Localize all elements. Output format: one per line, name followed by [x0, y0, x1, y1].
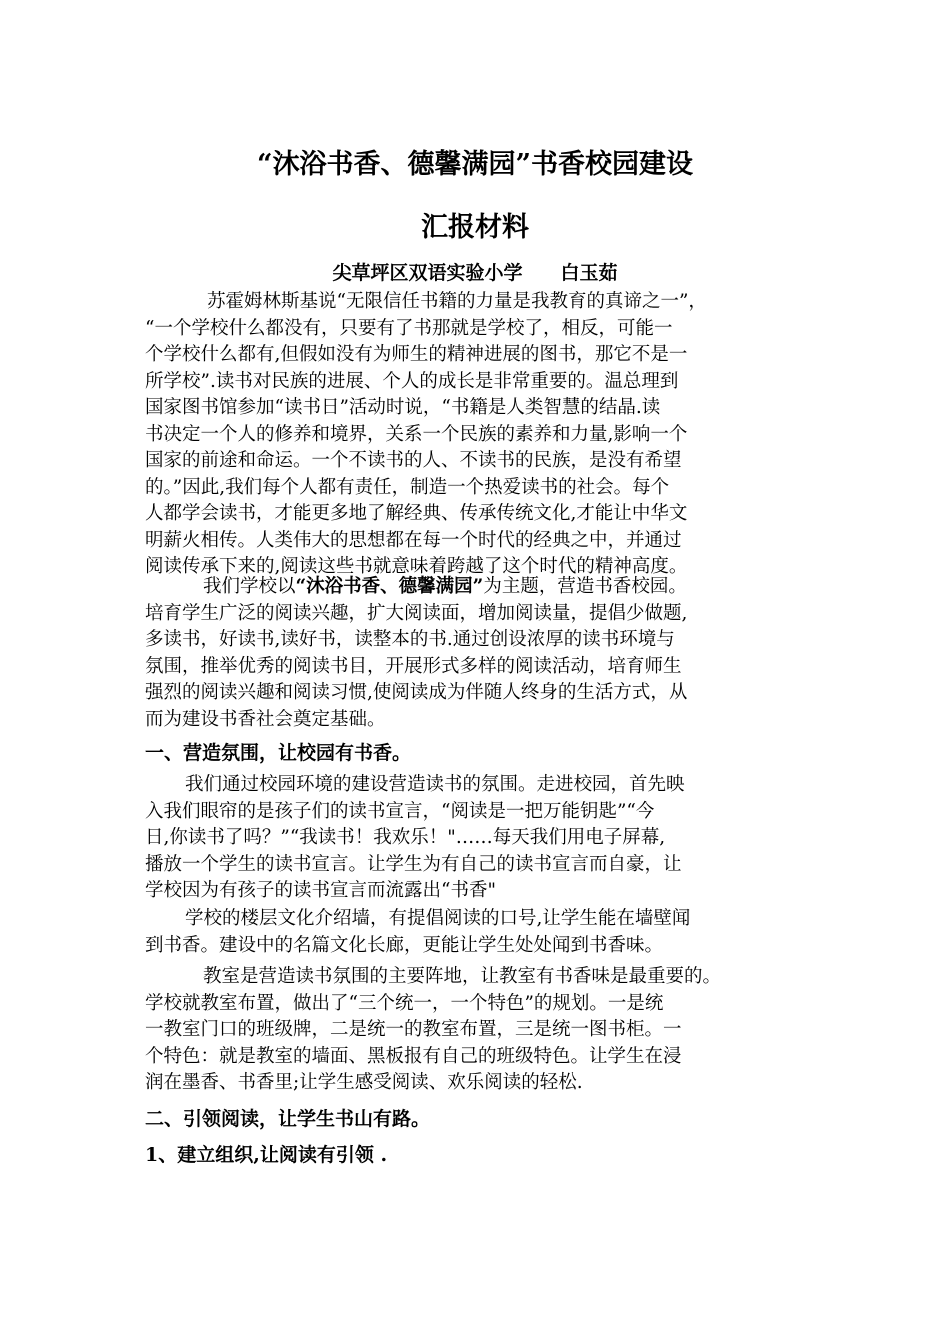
paragraph-line: 培育学生广泛的阅读兴趣，扩大阅读面，增加阅读量，提倡少做题, [145, 602, 688, 624]
paragraph-5 [145, 964, 815, 1097]
paragraph-line: 润在墨香、书香里;让学生感受阅读、欢乐阅读的轻松. [145, 1072, 583, 1093]
paragraph-line: 个学校什么都有,但假如没有为师生的精神进展的图书，那它不是一 [145, 344, 688, 365]
paragraph-line: 国家的前途和命运。一个不读书的人、不读书的民族，是没有希望 [145, 450, 682, 471]
document-title-line1: “沐浴书香、德馨满园”书香校园建设 [256, 149, 694, 180]
paragraph-line: 国家图书馆参加“读书日”活动时说，“书籍是人类智慧的结晶.读 [145, 397, 661, 418]
section-heading-3: 1、建立组织,让阅读有引领 . [145, 1144, 388, 1166]
paragraph-line: 强烈的阅读兴趣和阅读习惯,使阅读成为伴随人终身的生活方式，从 [145, 682, 688, 703]
paragraph-line: 到书香。建设中的名篇文化长廊，更能让学生处处闻到书香味。 [145, 934, 664, 956]
paragraph-4 [145, 906, 815, 959]
document-title-line2: 汇报材料 [421, 212, 529, 243]
paragraph-line: 氛围，推举优秀的阅读书目，开展形式多样的阅读活动，培育师生 [145, 655, 682, 677]
paragraph-line: 阅读传承下来的,阅读这些书就意味着跨越了这个时代的精神高度。 [145, 556, 688, 577]
p2-theme: “沐浴书香、德馨满园” [295, 576, 484, 597]
author-school: 尖草坪区双语实验小学 [332, 262, 523, 284]
paragraph-line: 我们通过校园环境的建设营造读书的氛围。走进校园，首先映 [185, 774, 685, 795]
paragraph-line: 入我们眼帘的是孩子们的读书宣言，“阅读是一把万能钥匙”“今 [145, 800, 655, 822]
paragraph-line: 个特色：就是教室的墙面、黑板报有自己的班级特色。让学生在浸 [145, 1045, 682, 1067]
author-line [0, 258, 950, 285]
paragraph-line: 学校因为有孩子的读书宣言而流露出“书香" [145, 880, 496, 901]
p2-suffix: 为主题，营造书香校园。 [483, 576, 687, 597]
paragraph-line: 播放一个学生的读书宣言。让学生为有自己的读书宣言而自豪，让 [145, 853, 682, 875]
paragraph-line: 日,你读书了吗？”“我读书！我欢乐！"……每天我们用电子屏幕, [145, 827, 666, 848]
paragraph-2 [145, 574, 815, 733]
p2-prefix: 我们学校以 [203, 576, 296, 597]
section-heading-2: 二、引领阅读，让学生书山有路。 [145, 1108, 431, 1130]
paragraph-line: “一个学校什么都没有，只要有了书那就是学校了，相反，可能一 [145, 317, 673, 339]
paragraph-line: 苏霍姆林斯基说“无限信任书籍的力量是我教育的真谛之一”， [207, 291, 707, 312]
paragraph-1 [145, 289, 815, 581]
paragraph-line: 书决定一个人的修养和境界，关系一个民族的素养和力量,影响一个 [145, 423, 688, 445]
paragraph-line: 所学校”.读书对民族的进展、个人的成长是非常重要的。温总理到 [145, 370, 679, 392]
author-name: 白玉茹 [560, 262, 618, 284]
paragraph-line [145, 574, 815, 601]
paragraph-line: 学校就教室布置，做出了“三个统一，一个特色”的规划。一是统 [145, 992, 664, 1014]
paragraph-line: 学校的楼层文化介绍墙，有提倡阅读的口号,让学生能在墙壁闻 [185, 908, 691, 929]
paragraph-line: 而为建设书香社会奠定基础。 [145, 708, 386, 730]
section-heading-1: 一、营造氛围，让校园有书香。 [145, 742, 412, 764]
paragraph-line: 人都学会读书，才能更多地了解经典、传承传统文化,才能让中华文 [145, 503, 688, 524]
paragraph-line: 一教室门口的班级牌，二是统一的教室布置，三是统一图书柜。一 [145, 1019, 682, 1040]
paragraph-line: 的。”因此,我们每个人都有责任，制造一个热爱读书的社会。每个 [145, 476, 670, 498]
paragraph-3 [145, 772, 815, 905]
paragraph-line: 教室是营造读书氛围的主要阵地，让教室有书香味是最重要的。 [203, 966, 722, 987]
paragraph-line: 多读书，好读书,读好书，读整本的书.通过创设浓厚的读书环境与 [145, 629, 675, 650]
paragraph-line: 明薪火相传。人类伟大的思想都在每一个时代的经典之中，并通过 [145, 529, 682, 551]
